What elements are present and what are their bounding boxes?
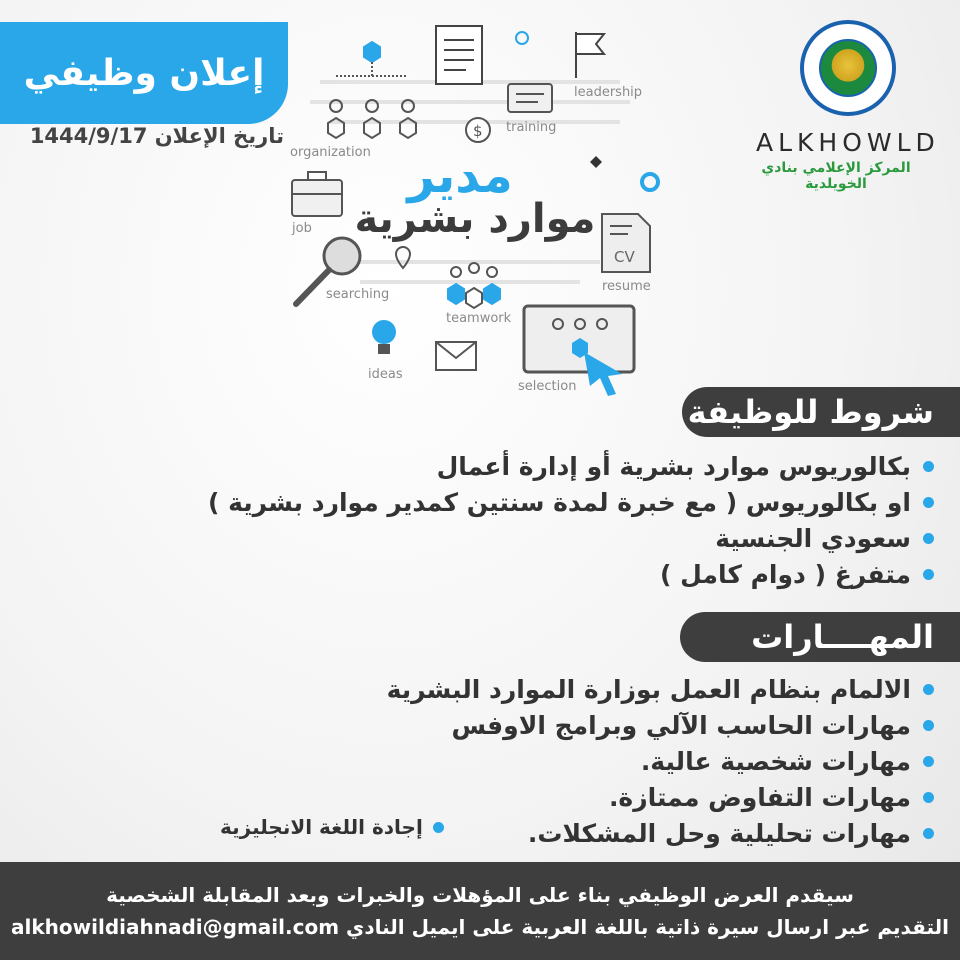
hero-title-hr: موارد بشرية	[354, 196, 596, 242]
bullet-icon	[433, 822, 444, 833]
bullet-icon	[923, 828, 934, 839]
list-item: مهارات الحاسب الآلي وبرامج الاوفس	[134, 707, 934, 743]
bullet-icon	[923, 720, 934, 731]
list-item: سعودي الجنسية	[134, 520, 934, 556]
list-item: متفرغ ( دوام كامل )	[134, 556, 934, 592]
logo-subtitle: المركز الإعلامي بنادي الخويلدية	[761, 160, 911, 192]
document-icon	[436, 26, 482, 84]
organization-label: organization	[290, 145, 371, 160]
requirements-list	[134, 448, 934, 592]
announcement-title: إعلان وظيفي	[23, 52, 265, 94]
footer-bar	[0, 862, 960, 960]
announcement-banner	[0, 22, 288, 124]
requirements-heading-bar	[682, 387, 960, 437]
check-icon	[516, 32, 528, 44]
resume-label: resume	[602, 279, 651, 294]
list-item: مهارات شخصية عالية.	[134, 743, 934, 779]
ideas-label: ideas	[368, 367, 403, 382]
envelope-icon	[436, 342, 476, 370]
searching-label: searching	[326, 287, 390, 302]
skills-heading: المهــــارات	[751, 618, 934, 656]
list-item: مهارات تحليلية وحل المشكلات.	[134, 815, 934, 851]
leadership-label: leadership	[574, 85, 643, 100]
flag-icon	[576, 32, 604, 78]
skills-heading-bar	[680, 612, 960, 662]
footer-line-apply: التقديم عبر ارسال سيرة ذاتية باللغة العربية على ايميل النادي alkhowildiahnadi@gmail.com	[11, 915, 949, 939]
list-item: بكالوريوس موارد بشرية أو إدارة أعمال	[134, 448, 934, 484]
training-icon	[508, 84, 552, 112]
footer-line-offer: سيقدم العرض الوظيفي بناء على المؤهلات والخبرات وبعد المقابلة الشخصية	[106, 883, 854, 907]
bullet-icon	[923, 497, 934, 508]
teamwork-label: teamwork	[446, 311, 512, 326]
bullet-icon	[923, 533, 934, 544]
lightbulb-icon	[372, 320, 396, 354]
job-label: job	[292, 221, 312, 236]
list-item: الالمام بنظام العمل بوزارة الموارد البشرية	[134, 671, 934, 707]
club-logo	[800, 20, 896, 116]
bullet-icon	[923, 756, 934, 767]
selection-label: selection	[518, 379, 577, 394]
list-item: مهارات التفاوض ممتازة.	[134, 779, 934, 815]
logo-brand: ALKHOWLD	[756, 128, 940, 157]
bullet-icon	[923, 684, 934, 695]
bullet-icon	[923, 569, 934, 580]
training-label: training	[506, 120, 557, 135]
cv-label: CV	[614, 248, 635, 266]
svg-text:$: $	[473, 122, 483, 140]
teamwork-icon	[448, 263, 500, 308]
dollar-icon	[466, 118, 490, 142]
location-pin-icon	[396, 247, 410, 268]
bullet-icon	[923, 461, 934, 472]
list-item: او بكالوريوس ( مع خبرة لمدة سنتين كمدير موارد بشرية )	[134, 484, 934, 520]
extra-skill: إجادة اللغة الانجليزية	[220, 815, 444, 839]
gear-icon	[642, 174, 658, 190]
bullet-icon	[923, 792, 934, 803]
hero-title-manager: مدير	[407, 148, 513, 204]
announcement-date: تاريخ الإعلان 1444/9/17	[29, 124, 284, 148]
requirements-heading: شروط للوظيفة	[687, 393, 934, 431]
palm-emblem-icon	[819, 39, 877, 97]
